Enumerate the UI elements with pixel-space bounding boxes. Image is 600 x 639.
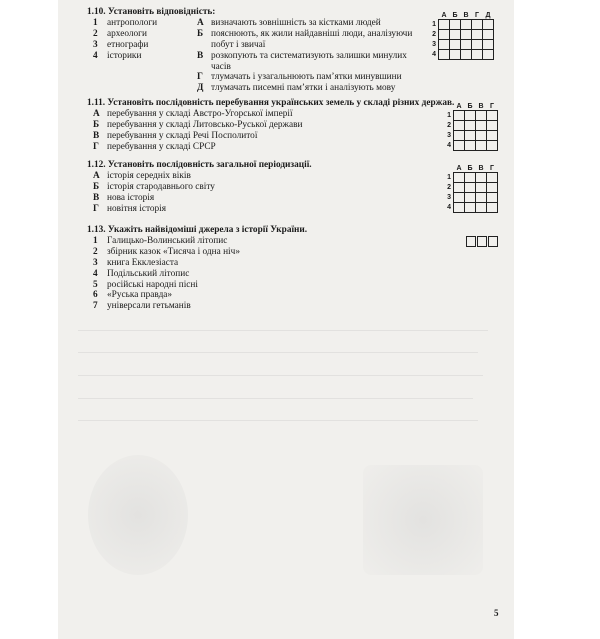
answer-cell[interactable] <box>465 193 476 203</box>
answer-cell[interactable] <box>466 236 476 247</box>
right-option: Д тлумачать писемні пам’ятки і аналізують мову <box>197 83 396 94</box>
answer-cell[interactable] <box>487 183 498 193</box>
answer-boxes-1-13 <box>466 236 499 247</box>
answer-cell[interactable] <box>476 203 487 213</box>
answer-cell[interactable] <box>450 50 461 60</box>
answer-cell[interactable] <box>465 173 476 183</box>
left-option: 4 історики <box>93 50 142 61</box>
source-option: 1 Галицько-Волинський літопис <box>93 235 228 246</box>
answer-cell[interactable] <box>483 40 494 50</box>
right-column <box>197 18 417 94</box>
answer-cell[interactable] <box>454 193 465 203</box>
bleed-through-image-right <box>363 465 483 575</box>
answer-cell[interactable] <box>483 30 494 40</box>
source-option: 7 універсали гетьманів <box>93 301 191 312</box>
answer-cell[interactable] <box>461 30 472 40</box>
answer-cell[interactable] <box>488 236 498 247</box>
answer-cell[interactable] <box>472 20 483 30</box>
question-title: 1.13. Укажіть найвідоміші джерела з історії України. <box>87 225 308 235</box>
answer-cell[interactable] <box>476 131 487 141</box>
answer-cell[interactable] <box>454 173 465 183</box>
answer-cell[interactable] <box>472 50 483 60</box>
page-number: 5 <box>494 608 499 618</box>
answer-cell[interactable] <box>476 121 487 131</box>
question-title: 1.12. Установіть послідовність загальної періодизації. <box>87 160 312 170</box>
answer-cell[interactable] <box>487 121 498 131</box>
answer-cell[interactable] <box>487 131 498 141</box>
answer-cell[interactable] <box>461 50 472 60</box>
answer-cell[interactable] <box>465 141 476 151</box>
answer-cell[interactable] <box>439 50 450 60</box>
answer-cell[interactable] <box>454 183 465 193</box>
source-option: 2 збірник казок «Тисяча і одна ніч» <box>93 246 240 257</box>
answer-cell[interactable] <box>465 121 476 131</box>
bleed-through-line <box>78 420 478 421</box>
page-sheet <box>58 0 514 639</box>
sequence-option: Г перебування у складі СРСР <box>93 141 216 152</box>
answer-cell[interactable] <box>487 111 498 121</box>
source-option: 6 «Руська правда» <box>93 290 173 301</box>
answer-cell[interactable] <box>450 30 461 40</box>
answer-grid-1-12: А Б В Г 1 2 3 4 <box>443 165 498 213</box>
answer-cell[interactable] <box>454 131 465 141</box>
answer-cell[interactable] <box>465 131 476 141</box>
right-option: Г тлумачать і узагальнюють пам’ятки минувшини <box>197 72 402 83</box>
answer-cell[interactable] <box>461 40 472 50</box>
left-column <box>87 18 197 94</box>
answer-cell[interactable] <box>487 203 498 213</box>
bleed-through-line <box>78 398 473 399</box>
bleed-through-image <box>88 455 188 575</box>
answer-grid-1-10: А Б В Г Д 1 2 3 4 <box>428 12 494 60</box>
question-1-12 <box>87 160 427 215</box>
answer-cell[interactable] <box>465 111 476 121</box>
sequence-option: А перебування у складі Австро-Угорської імперії <box>93 108 293 119</box>
answer-cell[interactable] <box>476 141 487 151</box>
answer-cell[interactable] <box>454 121 465 131</box>
answer-cell[interactable] <box>487 141 498 151</box>
answer-cell[interactable] <box>439 40 450 50</box>
answer-cell[interactable] <box>439 20 450 30</box>
sequence-option: В нова історія <box>93 192 155 203</box>
question-1-10 <box>87 7 417 94</box>
answer-cell[interactable] <box>476 183 487 193</box>
bleed-through-line <box>78 352 478 353</box>
left-option: 3 етнографи <box>93 39 149 50</box>
answer-cell[interactable] <box>483 50 494 60</box>
sequence-option: Б перебування у складі Литовсько-Руської держави <box>93 119 303 130</box>
answer-cell[interactable] <box>487 173 498 183</box>
answer-cell[interactable] <box>477 236 487 247</box>
sequence-option: В перебування у складі Речі Посполитої <box>93 130 258 141</box>
right-option: Б пояснюють, як жили найдавніші люди, аналізуючи побут і звичаї <box>197 28 413 50</box>
answer-cell[interactable] <box>476 193 487 203</box>
answer-cell[interactable] <box>472 30 483 40</box>
answer-grid-1-11: А Б В Г 1 2 3 4 <box>443 103 498 151</box>
source-option: 5 російські народні пісні <box>93 279 198 290</box>
bleed-through-line <box>78 330 488 331</box>
question-1-13 <box>87 225 427 312</box>
answer-cell[interactable] <box>450 20 461 30</box>
sequence-option: А історія середніх віків <box>93 170 191 181</box>
bleed-through-line <box>78 375 483 376</box>
answer-cell[interactable] <box>487 193 498 203</box>
answer-cell[interactable] <box>439 30 450 40</box>
question-title: 1.11. Установіть послідовність перебування українських земель у складі різних держав. <box>87 98 455 108</box>
answer-cell[interactable] <box>450 40 461 50</box>
question-1-11 <box>87 98 487 153</box>
answer-cell[interactable] <box>472 40 483 50</box>
answer-cell[interactable] <box>454 203 465 213</box>
answer-cell[interactable] <box>454 141 465 151</box>
answer-cell[interactable] <box>476 173 487 183</box>
right-option: А визначають зовнішність за кістками людей <box>197 17 381 28</box>
source-option: 3 книга Екклезіаста <box>93 257 179 268</box>
sequence-option: Б історія стародавнього світу <box>93 181 215 192</box>
left-option: 2 археологи <box>93 28 147 39</box>
left-option: 1 антропологи <box>93 17 158 28</box>
answer-cell[interactable] <box>465 203 476 213</box>
right-option: В розкопують та систематизують залишки минулих часів <box>197 50 407 72</box>
answer-cell[interactable] <box>465 183 476 193</box>
answer-cell[interactable] <box>483 20 494 30</box>
answer-cell[interactable] <box>454 111 465 121</box>
answer-cell[interactable] <box>461 20 472 30</box>
answer-cell[interactable] <box>476 111 487 121</box>
source-option: 4 Подільський літопис <box>93 268 190 279</box>
sequence-option: Г новітня історія <box>93 203 167 214</box>
question-title: 1.10. Установіть відповідність: <box>87 7 216 17</box>
